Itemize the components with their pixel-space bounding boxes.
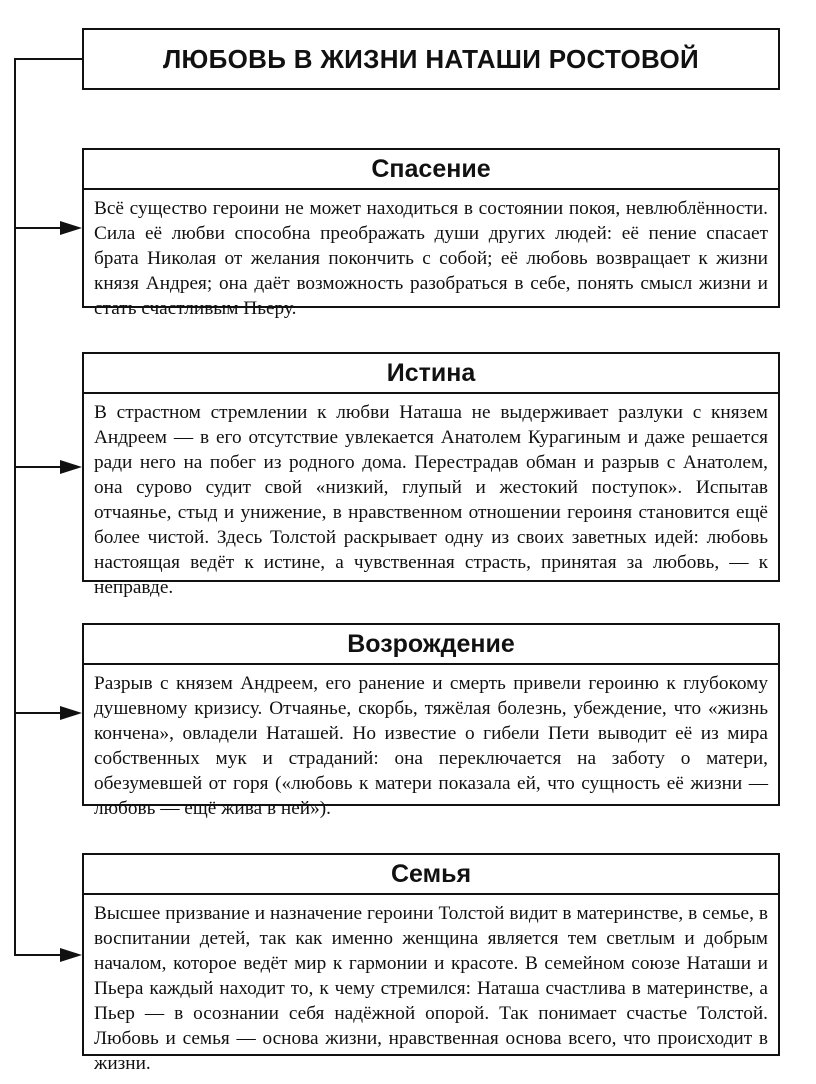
section-text: Разрыв с князем Андреем, его ранение и смерть привели героиню к глубокому душевному кризису. Отчаянье, скорбь, тяжёлая болезнь, убеждение, что «жизнь кончена», овладели Наташей. Но известие о гибели Пети выводит её из мира собственных мук и страданий: она переключается на заботу о матери, обезумевшей от горя («любовь к матери показала ей, что сущность её жизни — любовь — ещё жива в ней»). — [94, 673, 768, 819]
diagram-title: ЛЮБОВЬ В ЖИЗНИ НАТАШИ РОСТОВОЙ — [82, 28, 780, 90]
section-istina — [82, 352, 780, 598]
arrowhead-4 — [60, 948, 82, 962]
section-text: Высшее призвание и назначение героини Толстой видит в материнстве, в семье, в воспитании детей, так как именно женщина является тем светлым и добрым началом, которое ведёт мир к гармонии и красоте. В семейном союзе Наташи и Пьера каждый находит то, к чему стремился: Наташа счастлива в материнстве, а Пьер — в осознании себя надёжной опорой. Так понимает счастье Толстой. Любовь и семья — основа жизни, нравственная основа всего, что происходит в жизни. — [94, 903, 768, 1074]
section-heading: Возрождение — [84, 625, 778, 665]
section-text: В страстном стремлении к любви Наташа не выдерживает разлуки с князем Андреем — в его отсутствие увлекается Анатолем Курагиным и даже решается ради него на побег из родного дома. Перестрадав обман и разрыв с Анатолем, она сурово судит свой «низкий, глупый и жестокий поступок». Испытав отчаянье, стыд и унижение, в нравственном отношении героиня становится ещё более чистой. Здесь Толстой раскрывает одну из своих заветных идей: любовь настоящая ведёт к истине, а чувственная страсть, принятая за любовь, — к неправде. — [94, 402, 768, 598]
arrowhead-2 — [60, 460, 82, 474]
section-spasenie — [82, 148, 780, 319]
section-heading: Спасение — [84, 150, 778, 190]
section-vozrozhdenie — [82, 623, 780, 819]
section-semya — [82, 853, 780, 1074]
section-heading: Семья — [84, 855, 778, 895]
section-text: Всё существо героини не может находиться в состоянии покоя, невлюблённости. Сила её любви способна преображать души других людей: её пение спасает брата Николая от желания покончить с собой; её любовь возвращает к жизни князя Андрея; она даёт возможность разобраться в себе, понять смысл жизни и стать счастливым Пьеру. — [94, 198, 768, 319]
arrowhead-1 — [60, 221, 82, 235]
section-heading: Истина — [84, 354, 778, 394]
arrowhead-3 — [60, 706, 82, 720]
